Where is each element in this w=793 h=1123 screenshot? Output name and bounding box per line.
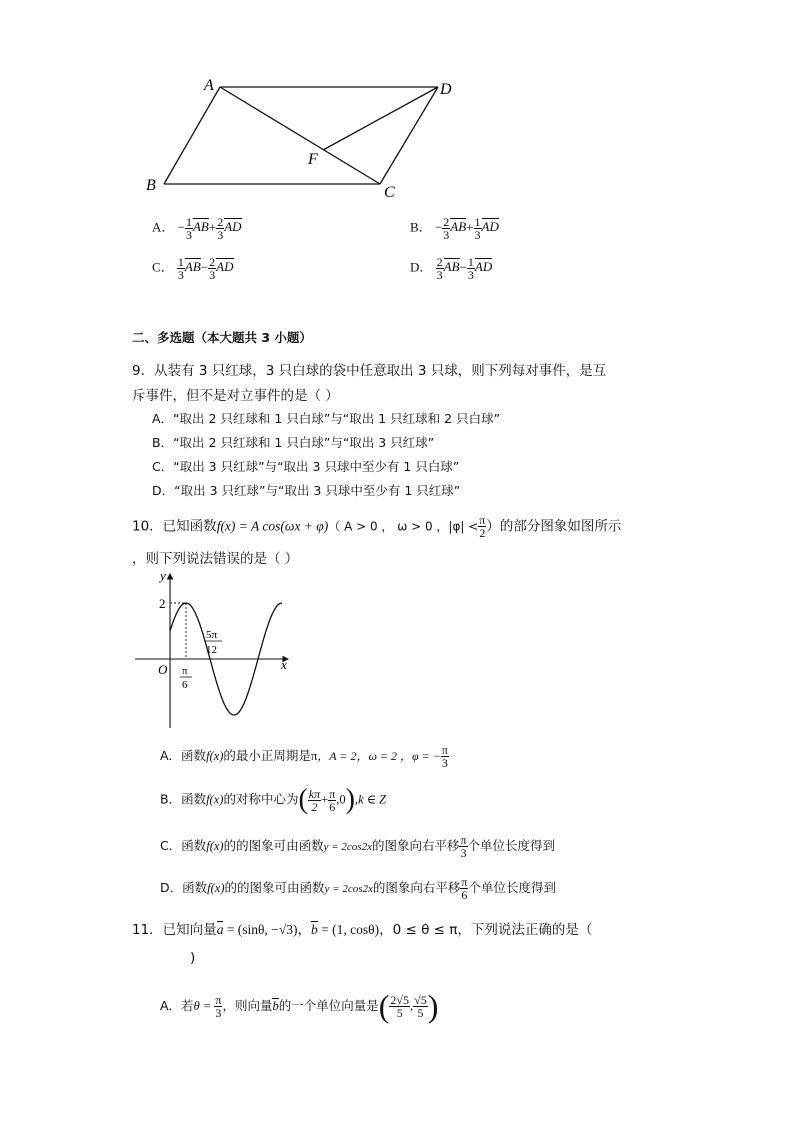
tick-5pi-12-num: 5π: [206, 629, 218, 641]
tick-5pi-12-den: 12: [206, 644, 217, 656]
section-2-title: 二、多选题（本大题共 3 小题）: [132, 330, 312, 345]
q10-option-a[interactable]: A．函数f(x)的最小正周期是π，A = 2，ω = 2 ，φ = − $\frac{\pi}{3}$: [160, 743, 448, 770]
q9-option-c[interactable]: C．“取出 3 只红球”与“取出 3 只球中至少有 1 只白球”: [152, 459, 460, 474]
diagonal-AC: [220, 87, 380, 184]
q10-stem-line1: 10．已知函数f(x) = A cos(ωx + φ)（ A > 0 ， ω > 0 ，|φ| < $\frac{\pi}{2}$ ）的部分图象如图所示: [132, 513, 622, 540]
x-axis-label: x: [281, 657, 287, 672]
label-F: F: [308, 151, 318, 168]
edge-DC: [380, 87, 438, 184]
segment-DF: [323, 87, 438, 150]
label-C: C: [384, 184, 395, 201]
label-A: A: [204, 77, 214, 94]
tick-pi-6-num: π: [182, 665, 188, 677]
y-axis-label: y: [160, 568, 166, 583]
q8-option-d[interactable]: D． $\frac{2}{3}$ AB− $\frac{1}{3}$ AD: [410, 255, 493, 282]
q10-option-c[interactable]: C．函数f(x)的的图象可由函数y = 2cos2x的图象向右平移 $\frac{\pi}{3}$ 个单位长度得到: [160, 833, 556, 860]
q10-option-b[interactable]: B．函数f(x)的对称中心为( $\frac{k\pi}{2}$ + $\frac{\pi}{6}$ ,0),k ∈ Z: [160, 784, 387, 815]
q9-stem-line2: 斥事件，但不是对立事件的是（ ）: [132, 388, 339, 404]
tick-pi-6-den: 6: [182, 679, 188, 691]
q9-stem-line1: 9．从装有 3 只红球，3 只白球的袋中任意取出 3 只球，则下列每对事件，是互: [132, 363, 607, 379]
edge-AB: [164, 87, 220, 184]
label-B: B: [146, 177, 156, 194]
q10-option-d[interactable]: D．函数f(x)的的图象可由函数y = 2cos2x的图象向右平移 $\frac{\pi}{6}$ 个单位长度得到: [160, 875, 556, 902]
q10-stem-line2: ，则下列说法错误的是（ ）: [132, 551, 299, 567]
q8-option-b[interactable]: B． − $\frac{2}{3}$ AB+ $\frac{1}{3}$ AD: [410, 215, 499, 242]
q8-option-a[interactable]: A． − $\frac{1}{3}$ AB+ $\frac{2}{3}$ AD: [152, 215, 242, 242]
q10-cosine-graph: [130, 566, 295, 731]
q9-option-d[interactable]: D．“取出 3 只红球”与“取出 3 只球中至少有 1 只红球”: [152, 483, 461, 498]
q11-option-a[interactable]: A．若θ = $\frac{\pi}{3}$ ，则向量b的一个单位向量是( $\frac{2√5}{5}$ , $\frac{√5}{5}$ ): [160, 988, 439, 1024]
q11-stem-line2: ): [190, 950, 196, 966]
q9-option-a[interactable]: A．“取出 2 只红球和 1 只白球”与“取出 1 只红球和 2 只白球”: [152, 411, 501, 426]
label-D: D: [440, 81, 452, 98]
origin-label: O: [158, 662, 168, 677]
parallelogram-figure: [140, 72, 470, 202]
q9-option-b[interactable]: B．“取出 2 只红球和 1 只白球”与“取出 3 只红球”: [152, 435, 435, 450]
q11-stem-line1: 11．已知向量a = (sinθ, −√3)，b = (1, cosθ)，0 ≤ θ ≤ π，下列说法正确的是（: [132, 922, 593, 938]
q8-option-c[interactable]: C． $\frac{1}{3}$ AB− $\frac{2}{3}$ AD: [152, 255, 234, 282]
ymax-label: 2: [159, 596, 166, 611]
